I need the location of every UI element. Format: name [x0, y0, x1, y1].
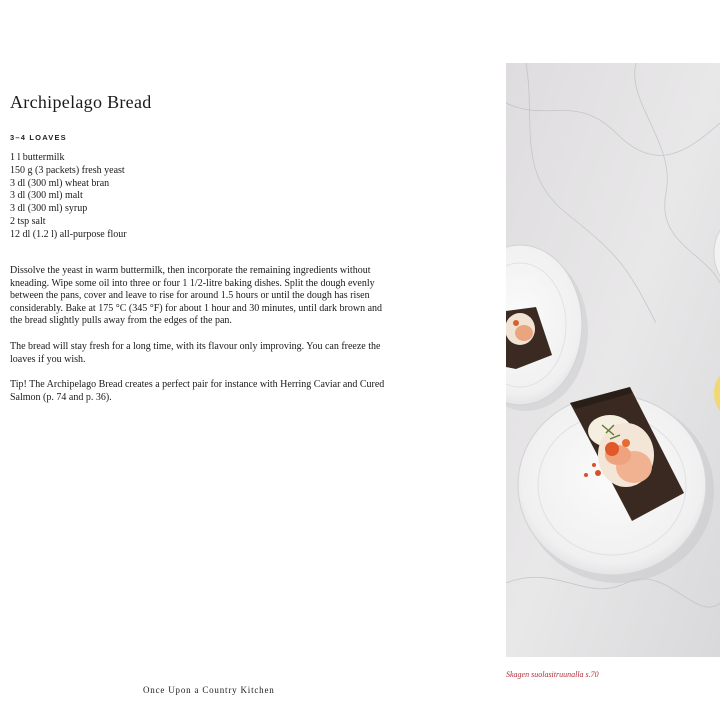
ingredient-item: 12 dl (1.2 l) all-purpose flour: [10, 228, 127, 240]
topping-roe: [605, 442, 619, 456]
recipe-yield: 3–4 LOAVES: [10, 133, 67, 142]
food-photo-image: [506, 63, 720, 657]
ingredient-item: 1 l buttermilk: [10, 152, 65, 163]
book-title-footer: Once Upon a Country Kitchen: [143, 685, 275, 695]
ingredient-item: 3 dl (300 ml) malt: [10, 190, 83, 202]
recipe-method: [10, 265, 385, 417]
method-paragraph: Dissolve the yeast in warm buttermilk, then incorporate the remaining ingredients without kneading. Wipe some oil into three or four 1 1/2-litre baking dishes. Split the dough evenly between the pans, cover and leave to rise for around 1.5 hours or until the dough has risen considerably. Bake at 175 °C (345 °F) for about 1 hour and 30 minutes, until dark brown and the bread slightly pulls away from the edges of the pan.: [10, 265, 383, 327]
ingredient-list: [10, 152, 127, 242]
food-photo: [506, 63, 720, 657]
tip-paragraph: Tip! The Archipelago Bread creates a perfect pair for instance with Herring Caviar and Cured Salmon (p. 74 and p. 36).: [10, 379, 385, 403]
ingredient-item: 3 dl (300 ml) syrup: [10, 203, 88, 215]
photo-caption: Skagen suolasitruunalla s.70: [506, 670, 599, 679]
ingredient-item: 2 tsp salt: [10, 215, 46, 227]
ingredient-item: 150 g (3 packets) fresh yeast: [10, 164, 125, 176]
storage-paragraph: The bread will stay fresh for a long time, with its flavour only improving. You can freeze the loaves if you wish.: [10, 340, 381, 365]
recipe-title: Archipelago Bread: [10, 92, 152, 112]
ingredient-item: 3 dl (300 ml) wheat bran: [10, 177, 110, 189]
